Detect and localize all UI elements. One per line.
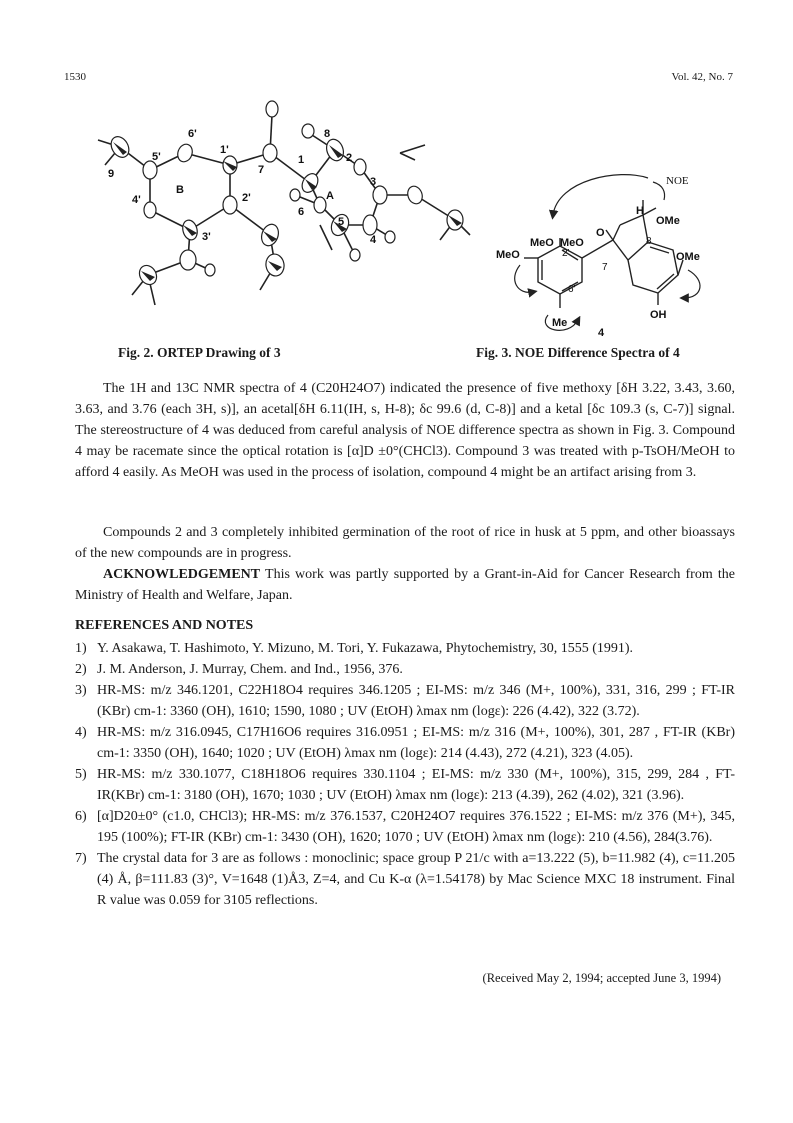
body-paragraph-1 [75, 378, 735, 483]
noe-structure-figure [478, 170, 718, 345]
ome-label: OMe [676, 251, 700, 263]
atom-label: 2' [242, 192, 251, 204]
atom-label: 3' [202, 231, 211, 243]
ring-label: B [176, 184, 184, 196]
acknowledgement [75, 564, 735, 606]
reference-text: [α]D20±0° (c1.0, CHCl3); HR-MS: m/z 376.1537, C20H24O7 requires 376.1522 ; EI-MS: m/z 376 (M+), 345, 195 (100%); FT-IR (KBr) cm-1: 3430 (OH), 1620; 1070 ; UV (EtOH) λmax nm (logε): 210 (4.56), 284(3.76). [97, 809, 735, 845]
atom-label: 4 [370, 234, 377, 246]
reference-text: Y. Asakawa, T. Hashimoto, Y. Mizuno, M. Tori, Y. Fukazawa, Phytochemistry, 30, 1555 (1991). [97, 641, 634, 656]
reference-text: HR-MS: m/z 316.0945, C17H16O6 requires 316.0951 ; EI-MS: m/z 316 (M+, 100%), 301, 287 , FT-IR (KBr) cm-1: 3350 (OH), 1640; 1020 ; UV (EtOH) λmax nm (logε): 214 (4.43), 272 (4.21), 323 (4.05). [97, 725, 735, 761]
ring-label: A [326, 190, 334, 202]
reference-item: 4) HR-MS: m/z 316.0945, C17H16O6 requires 316.0951 ; EI-MS: m/z 316 (M+, 100%), 301, 287 , FT-IR (KBr) cm-1: 3350 (OH), 1640; 1020 ; UV (EtOH) λmax nm (logε): 214 (4.43), 272 (4.21), 323 (4.05). [75, 725, 735, 761]
reference-item: 3) HR-MS: m/z 346.1201, C22H18O4 requires 346.1205 ; EI-MS: m/z 346 (M+, 100%), 331, 316, 299 ; FT-IR (KBr) cm-1: 3360 (OH), 1610; 1590, 1080 ; UV (EtOH) λmax nm (logε): 226 (4.42), 322 (3.72). [75, 683, 735, 719]
figure-2-caption: Fig. 2. ORTEP Drawing of 3 [118, 345, 281, 360]
compound-number: 4 [598, 327, 605, 339]
atom-h-label: H [636, 205, 644, 217]
atom-label: 5' [152, 151, 161, 163]
reference-item: 5) HR-MS: m/z 330.1077, C18H18O6 requires 330.1104 ; EI-MS: m/z 330 (M+, 100%), 315, 299, 284 , FT-IR(KBr) cm-1: 3180 (OH), 1670; 1030 ; UV (EtOH) λmax nm (logε): 213 (4.39), 262 (4.02), 321 (3.96). [75, 767, 735, 803]
ortep-drawing [70, 95, 480, 325]
reference-item: 7) The crystal data for 3 are as follows : monoclinic; space group P 21/c with a=13.222 (5), b=11.982 (4), c=11.205 (4) Å, β=111.83 (3)°, V=1648 (1)Å3, Z=4, and Cu K-α (λ=1.54178) by Mac Science MXC 18 instrument. Final R value was 0.059 for 3105 reflections. [75, 851, 735, 908]
atom-label: 2' [562, 248, 570, 259]
reference-item: 1) Y. Asakawa, T. Hashimoto, Y. Mizuno, M. Tori, Y. Fukazawa, Phytochemistry, 30, 1555 (1991). [75, 641, 634, 656]
atom-label: 5 [338, 216, 345, 228]
atom-label: 8 [324, 128, 331, 140]
atom-label: 2 [346, 152, 353, 164]
atom-label: 6' [568, 284, 576, 295]
acknowledgement-text: This work was partly supported by a Grant-in-Aid for Cancer Research from the Ministry of Health and Welfare, Japan. [75, 567, 735, 603]
atom-label: 4' [132, 194, 141, 206]
reference-text: J. M. Anderson, J. Murray, Chem. and Ind., 1956, 376. [97, 662, 403, 677]
reference-list [75, 638, 735, 911]
atom-label: 3 [370, 176, 377, 188]
body-paragraph-2 [75, 522, 735, 564]
atom-label: 6' [188, 128, 197, 140]
journal-volume: Vol. 42, No. 7 [671, 71, 733, 83]
meo-label: MeO [560, 237, 584, 249]
figure-3-caption: Fig. 3. NOE Difference Spectra of 4 [476, 345, 680, 360]
meo-label: MeO [496, 249, 520, 261]
oh-label: OH [650, 309, 667, 321]
meo-label: MeO [530, 237, 554, 249]
page-number: 1530 [64, 71, 86, 83]
reference-item: 2) J. M. Anderson, J. Murray, Chem. and Ind., 1956, 376. [75, 662, 403, 677]
atom-label: 7 [602, 262, 608, 273]
atom-label: 1 [298, 154, 305, 166]
atom-label: 6 [298, 206, 305, 218]
reference-text: HR-MS: m/z 330.1077, C18H18O6 requires 330.1104 ; EI-MS: m/z 330 (M+, 100%), 315, 299, 284 , FT-IR(KBr) cm-1: 3180 (OH), 1670; 1030 ; UV (EtOH) λmax nm (logε): 213 (4.39), 262 (4.02), 321 (3.96). [97, 767, 735, 803]
references-title: REFERENCES AND NOTES [75, 618, 254, 633]
atom-label: 8 [646, 236, 652, 247]
paragraph-text: Compounds 2 and 3 completely inhibited germination of the root of rice in husk at 5 ppm, and other bioassays of the new compounds are in progress. [75, 525, 735, 561]
atom-label: 7 [258, 164, 265, 176]
ome-label: OMe [656, 215, 680, 227]
atom-label: 9 [108, 168, 115, 180]
ortep-figure [70, 95, 480, 325]
reference-text: The crystal data for 3 are as follows : monoclinic; space group P 21/c with a=13.222 (5), b=11.982 (4), c=11.205 (4) Å, β=111.83 (3)°, V=1648 (1)Å3, Z=4, and Cu K-α (λ=1.54178) by Mac Science MXC 18 instrument. Final R value was 0.059 for 3105 reflections. [97, 851, 735, 908]
received-date: (Received May 2, 1994; accepted June 3, 1994) [482, 971, 721, 985]
noe-structure-drawing [478, 170, 718, 345]
reference-text: HR-MS: m/z 346.1201, C22H18O4 requires 346.1205 ; EI-MS: m/z 346 (M+, 100%), 331, 316, 299 ; FT-IR (KBr) cm-1: 3360 (OH), 1610; 1590, 1080 ; UV (EtOH) λmax nm (logε): 226 (4.42), 322 (3.72). [97, 683, 735, 719]
me-label: Me [552, 317, 568, 329]
noe-label: NOE [666, 175, 689, 187]
reference-item: 6) [α]D20±0° (c1.0, CHCl3); HR-MS: m/z 376.1537, C20H24O7 requires 376.1522 ; EI-MS: m/z 376 (M+), 345, 195 (100%); FT-IR (KBr) cm-1: 3430 (OH), 1620; 1070 ; UV (EtOH) λmax nm (logε): 210 (4.56), 284(3.76). [75, 809, 735, 845]
paragraph-text: The 1H and 13C NMR spectra of 4 (C20H24O7) indicated the presence of five methoxy [δH 3.22, 3.43, 3.60, 3.63, and 3.76 (each 3H, s)], an acetal[δH 6.11(IH, s, H-8); δc 99.6 (d, C-8)] and a ketal [δc 109.3 (s, C-7)] signal. The stereostructure of 4 was deduced from careful analysis of NOE difference spectra as shown in Fig. 3. Compound 4 may be racemate since the optical rotation is [α]D ±0°(CHCl3). Compound 3 was treated with p-TsOH/MeOH to afford 4 easily. As MeOH was used in the process of isolation, compound 4 might be an artifact arising from 3. [75, 381, 735, 480]
acknowledgement-heading: ACKNOWLEDGEMENT [103, 567, 261, 582]
atom-label: 1' [220, 144, 229, 156]
atom-o-label: O [596, 227, 605, 239]
